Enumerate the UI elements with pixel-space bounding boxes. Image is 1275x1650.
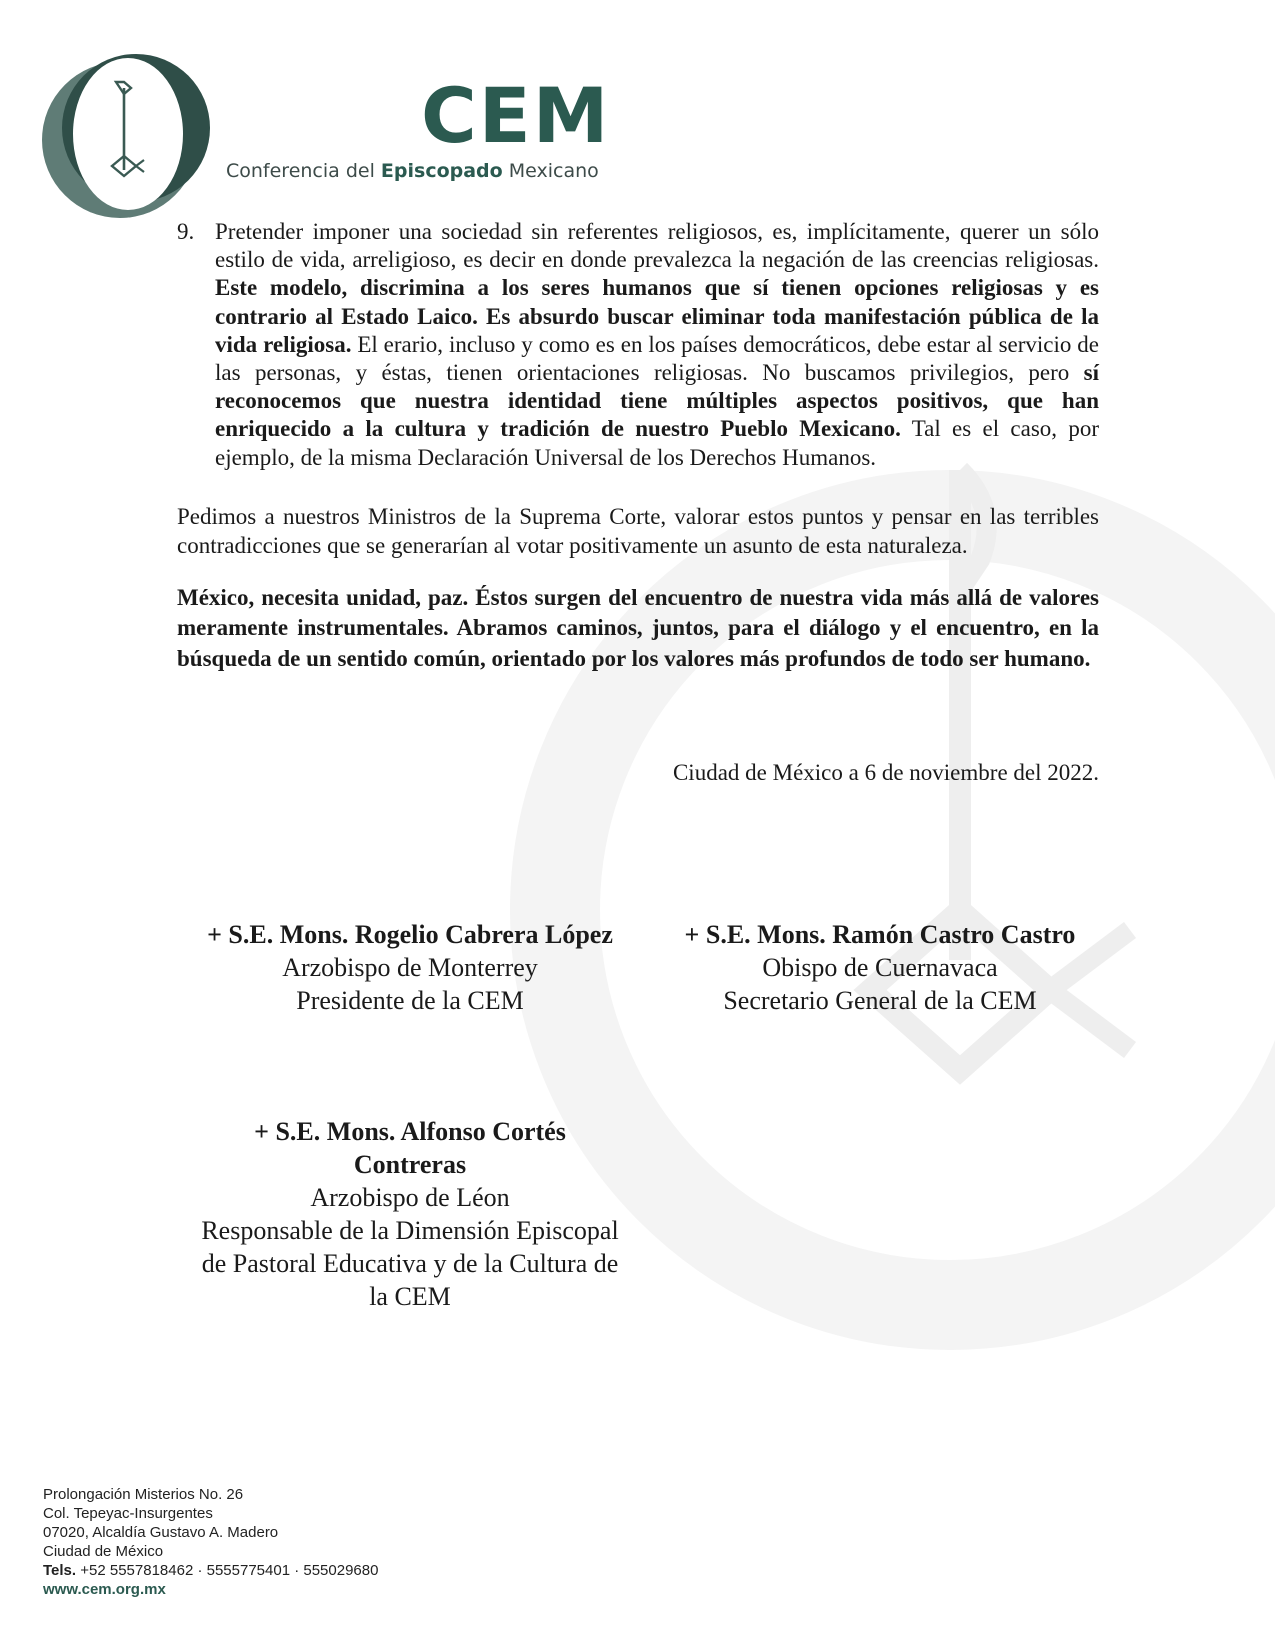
website-link[interactable]: www.cem.org.mx	[43, 1581, 166, 1598]
signatory-title: Obispo de Cuernavaca	[762, 953, 998, 982]
signatory-title: Arzobispo de Léon	[310, 1183, 510, 1212]
item-number: 9.	[177, 219, 195, 244]
paragraph-request: Pedimos a nuestros Ministros de la Suprema Corte, valorar estos puntos y pensar en las terribles contradicciones que se generarían al votar positivamente un asunto de esta naturaleza.	[177, 503, 1099, 558]
item-segment-5: Tal es el caso, por ejemplo, de la misma Declaración Universal de los Derechos Humanos.	[215, 416, 1099, 470]
signatory-role: Secretario General de la CEM	[723, 986, 1037, 1015]
address-line: Ciudad de México	[43, 1543, 164, 1560]
signature-block-2	[645, 918, 1115, 1017]
signatory-name: + S.E. Mons. Rogelio Cabrera López	[207, 920, 613, 949]
address-line: Prolongación Misterios No. 26	[43, 1486, 244, 1503]
subtitle-bold: Episcopado	[380, 160, 503, 182]
subtitle-post: Mexicano	[502, 160, 599, 182]
address-line: 07020, Alcaldía Gustavo A. Madero	[43, 1524, 279, 1541]
paragraph-closing: México, necesita unidad, paz. Éstos surgen del encuentro de nuestra vida más allá de valores meramente instrumentales. Abramos caminos, juntos, para el diálogo y el encuentro, en la búsqueda de un sentido común, orientado por los valores más profundos de todo ser humano.	[177, 584, 1099, 671]
signatory-title: Arzobispo de Monterrey	[282, 953, 538, 982]
numbered-item-9	[177, 218, 1099, 472]
item-segment-4: sí reconocemos que nuestra identidad tiene múltiples aspectos positivos, que han enriquecido a la cultura y tradición de nuestro Pueblo Mexicano.	[215, 360, 1099, 442]
footer-contact	[43, 1485, 378, 1599]
signatory-name: + S.E. Mons. Alfonso Cortés Contreras	[254, 1117, 566, 1179]
signatory-role: Presidente de la CEM	[296, 986, 524, 1015]
phone-label: Tels.	[43, 1562, 77, 1579]
phone-numbers: +52 5557818462 · 5555775401 · 555029680	[76, 1562, 379, 1579]
signature-block-3	[200, 1115, 620, 1313]
document-date: Ciudad de México a 6 de noviembre del 2022.	[672, 760, 1099, 785]
signatory-role: Responsable de la Dimensión Episcopal de Pastoral Educativa y de la Cultura de la CEM	[201, 1216, 619, 1311]
logo-text: CEM	[421, 71, 611, 160]
subtitle-pre: Conferencia del	[226, 160, 381, 182]
item-segment-3: El erario, incluso y como es en los países democráticos, debe estar al servicio de las personas, y éstas, tienen orientaciones religiosas. No buscamos privilegios, pero	[215, 331, 1099, 386]
phone-line	[43, 1561, 378, 1580]
item-text	[215, 218, 1099, 472]
document-body	[177, 218, 1099, 674]
item-segment-1: Pretender imponer una sociedad sin referentes religiosos, es, implícitamente, querer un sólo estilo de vida, arreligioso, es decir en donde prevalezca la negación de las creencias religiosas.	[215, 219, 1099, 273]
item-segment-2: Este modelo, discrimina a los seres humanos que sí tienen opciones religiosas y es contrario al Estado Laico. Es absurdo buscar eliminar toda manifestación pública de la vida religiosa.	[215, 275, 1099, 357]
signature-block-1	[200, 918, 620, 1017]
signatory-name: + S.E. Mons. Ramón Castro Castro	[684, 920, 1076, 949]
cross-ring-icon	[40, 48, 212, 220]
organization-subtitle	[226, 160, 599, 182]
address-line: Col. Tepeyac-Insurgentes	[43, 1505, 213, 1522]
